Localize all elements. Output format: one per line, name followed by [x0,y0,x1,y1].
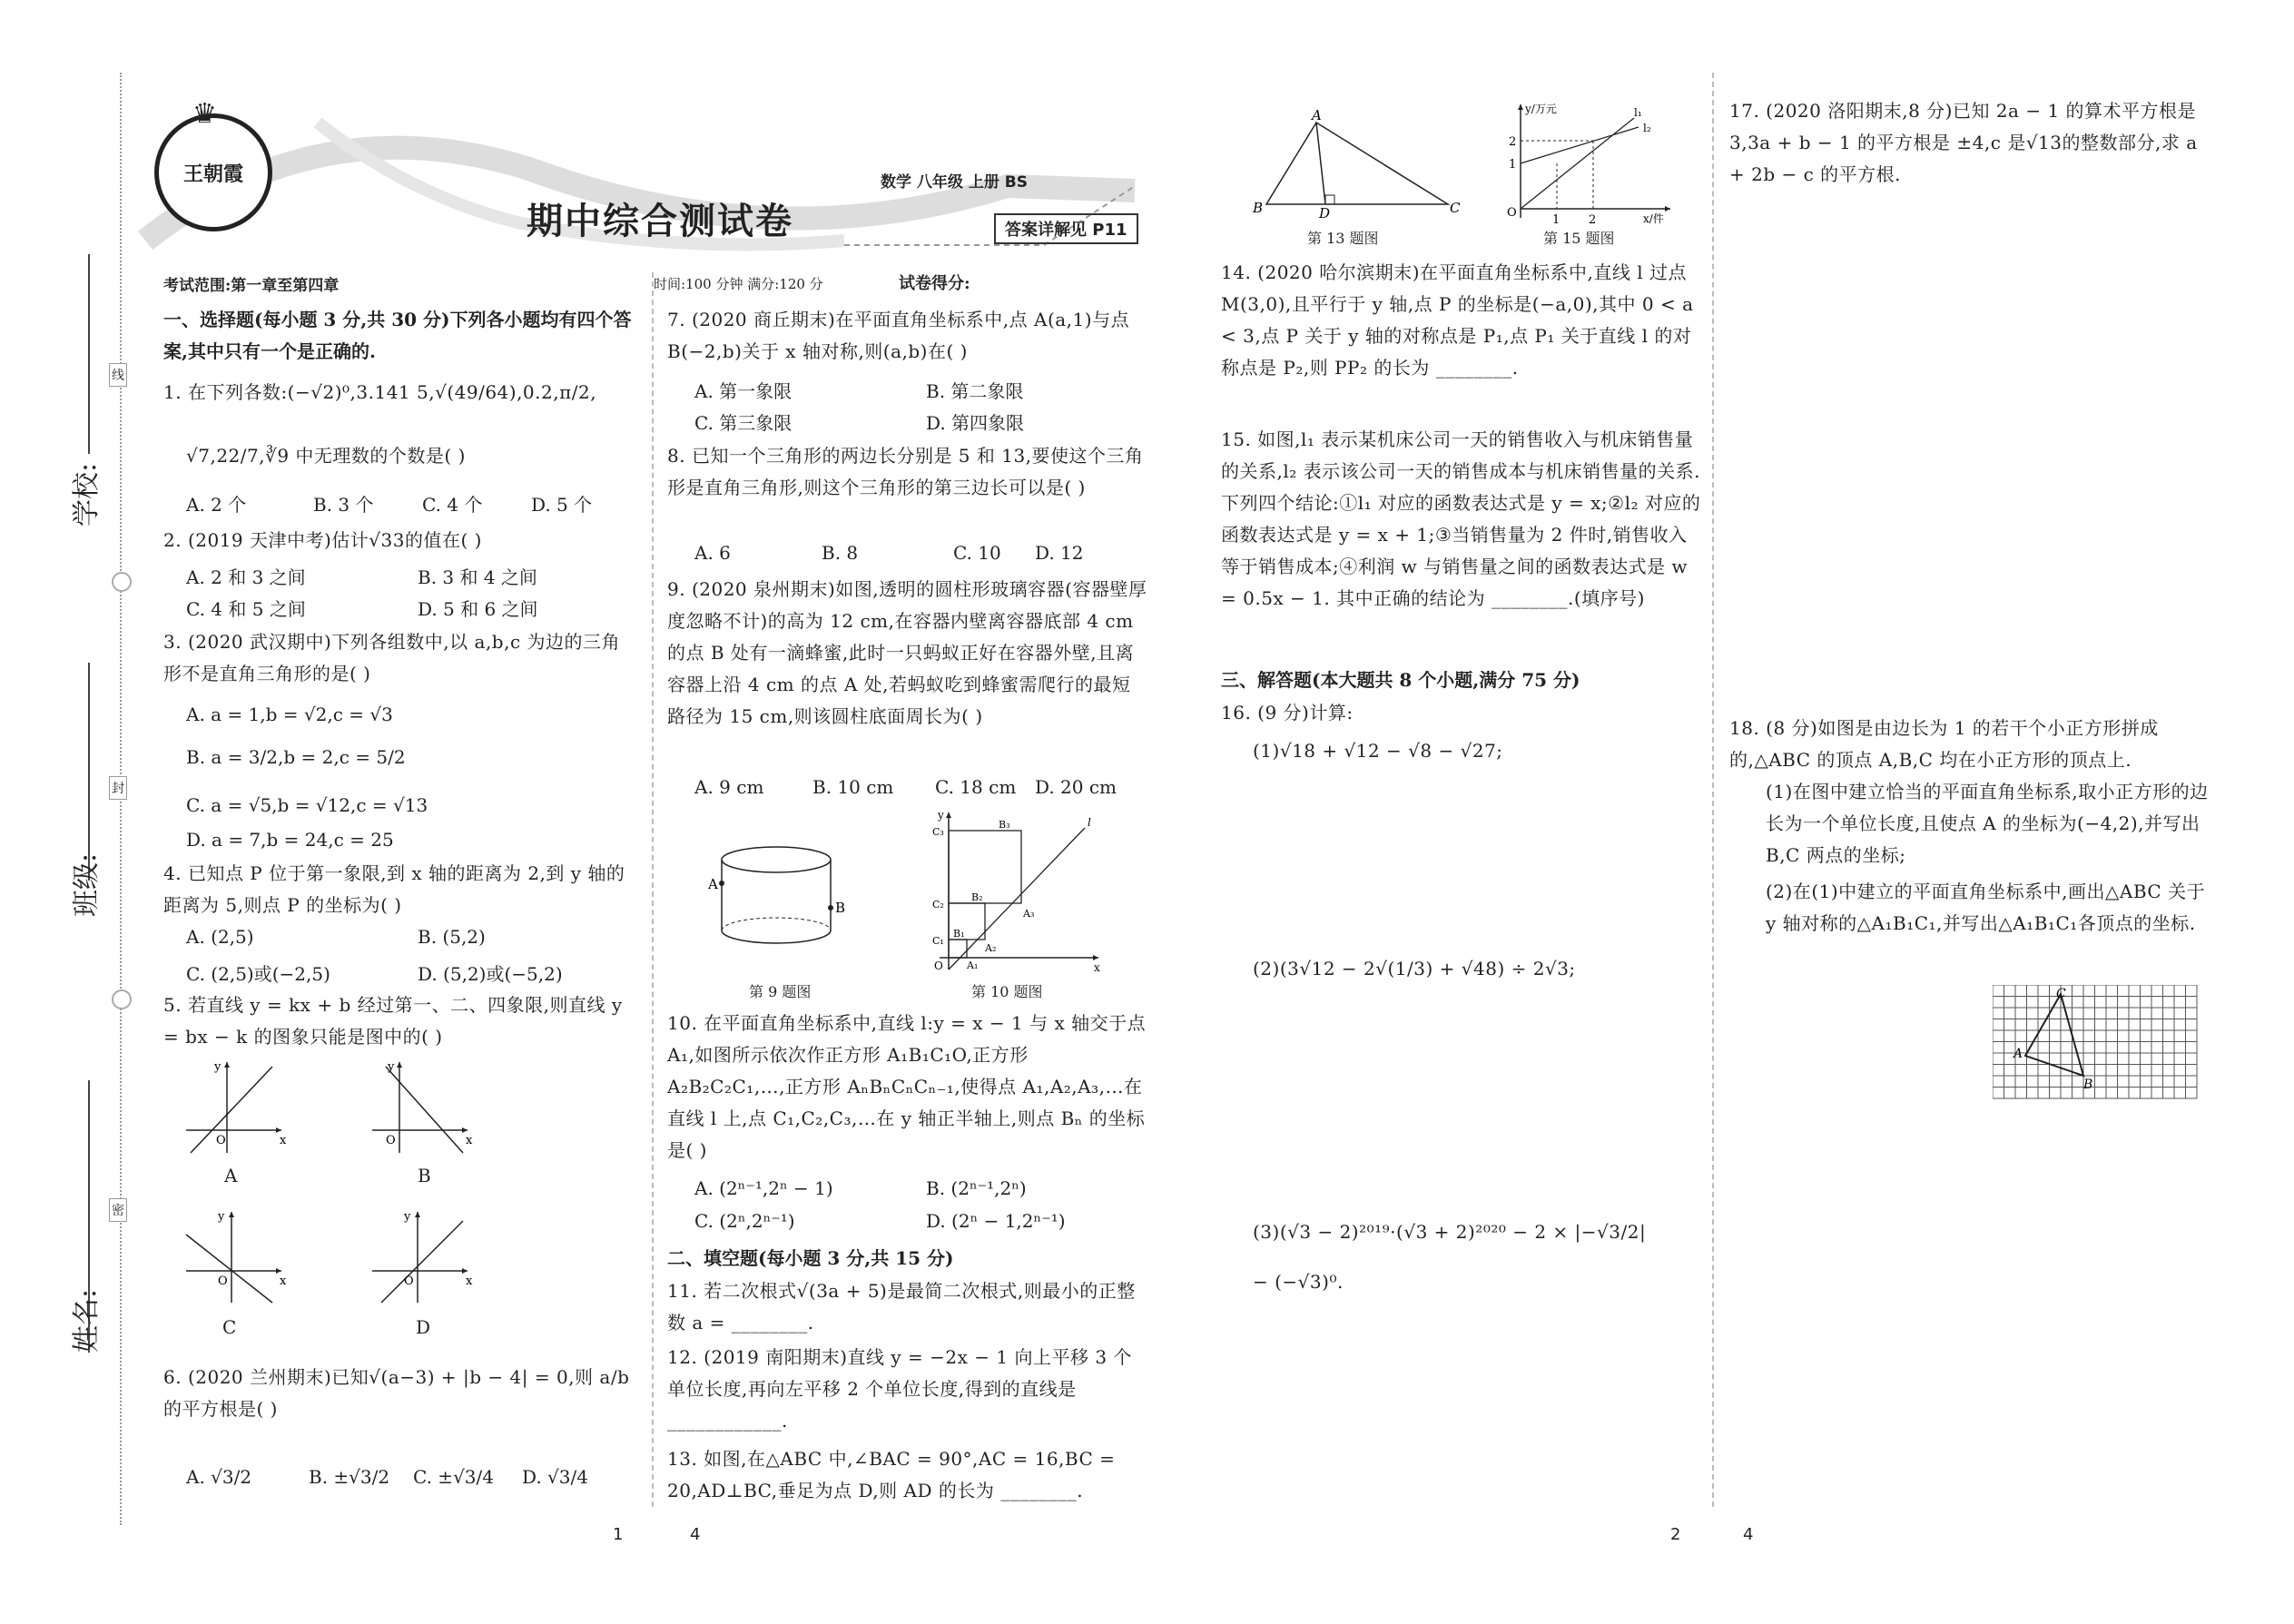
svg-text:y: y [214,1060,222,1074]
q3-opt-c: C. a = √5,b = √12,c = √13 [186,794,428,816]
q13: 13. 如图,在△ABC 中,∠BAC = 90°,AC = 16,BC = 20,AD⊥BC,垂足为点 D,则 AD 的长为 ________. [667,1448,1116,1501]
q9-opt-b: B. 10 cm [812,776,894,798]
q16-part3: (3)(√3 − 2)²⁰¹⁹·(√3 + 2)²⁰²⁰ − 2 × |−√3/2| [1253,1221,1647,1243]
q6-opt-b: B. ±√3/2 [309,1466,390,1488]
seal-circle-2 [112,989,132,1009]
svg-text:x: x [466,1275,473,1288]
svg-text:C₃: C₃ [932,826,944,838]
svg-text:l: l [1088,816,1091,829]
q8-opt-d: D. 12 [1035,542,1084,564]
q5-label-a: A [224,1165,238,1186]
svg-text:A₂: A₂ [985,942,997,954]
svg-text:A: A [1312,109,1322,123]
svg-text:x: x [466,1134,473,1147]
svg-text:B₂: B₂ [971,891,983,903]
q4: 4. 已知点 P 位于第一象限,到 x 轴的距离为 2,到 y 轴的距离为 5,则点 P 的坐标为( ) [163,862,625,916]
q1-cont: √7,22/7,∛9 中无理数的个数是( ) [186,445,466,467]
q3-opt-d: D. a = 7,b = 24,c = 25 [186,829,394,851]
q7-opt-a: A. 第一象限 [694,380,793,402]
q3: 3. (2020 武汉期中)下列各组数中,以 a,b,c 为边的三角形不是直角三角形的是( ) [163,631,621,684]
fig9-caption: 第 9 题图 [749,983,812,1000]
q7-opt-c: C. 第三象限 [694,412,793,434]
svg-text:A: A [2013,1047,2023,1061]
svg-text:1: 1 [1509,158,1517,172]
page-num-right-2: 4 [1743,1525,1754,1544]
column-divider-1 [652,272,654,1507]
svg-text:B: B [835,900,846,916]
svg-text:y: y [388,1060,395,1074]
q2-opt-a: A. 2 和 3 之间 [186,566,306,588]
class-label: 班级: [71,852,103,917]
q18-grid [1993,985,2210,1112]
q3-opt-a: A. a = 1,b = √2,c = √3 [186,704,393,725]
seal-char-2: 封 [109,776,127,800]
q10-opt-c: C. (2ⁿ,2ⁿ⁻¹) [694,1210,795,1232]
svg-text:B: B [1253,200,1264,216]
svg-text:O: O [404,1275,414,1288]
fig15-graph [1498,100,1679,227]
q4-opt-b: B. (5,2) [418,926,486,948]
q18-part2: (2)在(1)中建立的平面直角坐标系中,画出△ABC 关于 y 轴对称的△A₁B₁C₁,并写出△A₁B₁C₁各顶点的坐标. [1766,881,2206,934]
svg-text:l₁: l₁ [1634,106,1642,119]
time-info: 时间:100 分钟 满分:120 分 [654,276,823,292]
q10-opt-a: A. (2ⁿ⁻¹,2ⁿ − 1) [694,1177,833,1199]
svg-text:B: B [2083,1078,2093,1092]
q16-part3-cont: − (−√3)⁰. [1253,1271,1344,1293]
q8: 8. 已知一个三角形的两边长分别是 5 和 13,要使这个三角形是直角三角形,则这个三角形的第三边长可以是( ) [667,445,1144,498]
q16-part1: (1)√18 + √12 − √8 − √27; [1253,740,1503,762]
bind-line-1 [88,254,90,454]
svg-text:A₃: A₃ [1023,908,1035,920]
q16-part2: (2)(3√12 − 2√(1/3) + √48) ÷ 2√3; [1253,958,1576,979]
q7-opt-d: D. 第四象限 [926,412,1025,434]
bind-line-2 [88,663,90,881]
svg-text:O: O [216,1134,226,1147]
svg-text:D: D [1319,205,1331,218]
page-num-right-1: 2 [1670,1525,1681,1544]
q1-opt-d: D. 5 个 [531,494,593,516]
section2-heading: 二、填空题(每小题 3 分,共 15 分) [667,1247,954,1269]
svg-text:x: x [1094,961,1100,971]
q4-opt-c: C. (2,5)或(−2,5) [186,963,330,985]
svg-text:y: y [938,809,944,822]
q8-opt-c: C. 10 [953,542,1001,564]
q10-opt-d: D. (2ⁿ − 1,2ⁿ⁻¹) [926,1210,1066,1232]
q8-opt-b: B. 8 [822,542,859,564]
q4-opt-a: A. (2,5) [186,926,254,948]
q17: 17. (2020 洛阳期末,8 分)已知 2a − 1 的算术平方根是 3,3a + b − 1 的平方根是 ±4,c 是√13的整数部分,求 a + 2b − c 的平方根. [1729,100,2198,185]
answer-ref: 答案详解见 P11 [994,213,1138,244]
page-title: 期中综合测试卷 [527,201,793,242]
q16: 16. (9 分)计算: [1221,702,1354,723]
svg-text:y: y [218,1210,225,1224]
q5-graph-a [182,1058,290,1157]
q10-opt-b: B. (2ⁿ⁻¹,2ⁿ) [926,1177,1027,1199]
page-num-left-2: 4 [690,1525,701,1544]
q1-opt-b: B. 3 个 [313,494,374,516]
q6-opt-c: C. ±√3/4 [413,1466,494,1488]
svg-text:O: O [934,960,943,971]
q8-opt-a: A. 6 [694,542,731,564]
q6-opt-d: D. √3/4 [522,1466,588,1488]
q6-opt-a: A. √3/2 [186,1466,252,1488]
svg-text:C₁: C₁ [932,935,944,947]
q5-label-c: C [222,1316,237,1338]
q1-opt-c: C. 4 个 [422,494,483,516]
svg-text:2: 2 [1509,135,1517,149]
q5-graph-d [368,1207,477,1307]
svg-text:C₂: C₂ [932,899,944,910]
svg-text:A: A [708,876,718,892]
svg-text:C: C [2056,987,2066,1001]
q3-opt-b: B. a = 3/2,b = 2,c = 5/2 [186,746,406,768]
q12: 12. (2019 南阳期末)直线 y = −2x − 1 向上平移 3 个单位长度,再向左平移 2 个单位长度,得到的直线是 ____________. [667,1346,1132,1432]
q14: 14. (2020 哈尔滨期末)在平面直角坐标系中,直线 l 过点 M(3,0),且平行于 y 轴,点 P 的坐标是(−a,0),其中 0 < a < 3,点 P 关于 y 轴的对称点是 P₁,点 P₁ 关于直线 l 的对称点是 P₂,则 PP₂ 的长为 ________. [1221,261,1694,379]
seal-circle-1 [112,572,132,592]
seal-char-1: 线 [109,363,127,387]
fig10-caption: 第 10 题图 [971,983,1043,1000]
school-label: 学校: [71,462,103,527]
svg-text:B₃: B₃ [999,819,1010,831]
svg-text:y: y [404,1210,411,1224]
q6: 6. (2020 兰州期末)已知√(a−3) + |b − 4| = 0,则 a/b 的平方根是( ) [163,1366,630,1420]
q2: 2. (2019 天津中考)估计√33的值在( ) [163,529,482,551]
score-label: 试卷得分: [899,274,970,293]
q7: 7. (2020 商丘期末)在平面直角坐标系中,点 A(a,1)与点 B(−2,b)关于 x 轴对称,则(a,b)在( ) [667,309,1130,362]
q7-opt-b: B. 第二象限 [926,380,1024,402]
svg-text:A₁: A₁ [967,960,979,971]
exam-scope: 考试范围:第一章至第四章 [163,277,340,295]
page-num-left-1: 1 [613,1525,624,1544]
svg-text:x/件: x/件 [1643,212,1664,225]
q1-opt-a: A. 2 个 [186,494,247,516]
q11: 11. 若二次根式√(3a + 5)是最简二次根式,则最小的正整数 a = ________. [667,1280,1136,1334]
q9-opt-d: D. 20 cm [1035,776,1117,798]
logo-badge [154,113,272,231]
column-divider-2 [1712,73,1714,1507]
logo-text: 王朝霞 [182,162,243,186]
logo-crown-icon: ♛ [192,98,217,130]
name-label: 姓名: [71,1288,103,1353]
fig15-caption: 第 15 题图 [1543,230,1615,247]
q5-graph-b [368,1058,477,1157]
svg-text:y/万元: y/万元 [1525,103,1557,115]
svg-text:2: 2 [1589,213,1597,227]
section3-heading: 三、解答题(本大题共 8 个小题,满分 75 分) [1221,669,1580,691]
q2-opt-d: D. 5 和 6 之间 [418,598,538,620]
fig9-cylinder [708,840,853,967]
svg-text:l₂: l₂ [1643,122,1651,134]
svg-text:x: x [280,1275,287,1288]
subject-line: 数学 八年级 上册 BS [881,173,1028,192]
svg-text:x: x [280,1134,287,1147]
q18-part1: (1)在图中建立恰当的平面直角坐标系,取小正方形的边长为一个单位长度,且使点 A 的坐标为(−4,2),并写出 B,C 两点的坐标; [1766,781,2209,866]
fig13-caption: 第 13 题图 [1307,230,1379,247]
q2-opt-c: C. 4 和 5 之间 [186,598,306,620]
svg-text:C: C [1450,200,1461,216]
q2-opt-b: B. 3 和 4 之间 [418,566,537,588]
q5-graph-c [182,1207,290,1307]
q9-opt-c: C. 18 cm [935,776,1017,798]
q5-label-b: B [418,1165,431,1186]
q4-opt-d: D. (5,2)或(−5,2) [418,963,563,985]
seal-char-3: 密 [109,1198,127,1222]
q15: 15. 如图,l₁ 表示某机床公司一天的销售收入与机床销售量的关系,l₂ 表示该公司一天的销售成本与机床销售量的关系. 下列四个结论:①l₁ 对应的函数表达式是 y = x;②l₂ 对应的函数表达式是 y = x + 1;③当销售量为 2 件时,销售收入等于销售成本;④利润 w 与销售量之间的函数表达式是 w = 0.5x − 1. 其中正确的结论为 ________.(填序号) [1221,428,1701,609]
q5: 5. 若直线 y = kx + b 经过第一、二、四象限,则直线 y = bx − k 的图象只能是图中的( ) [163,994,623,1048]
section1-heading: 一、选择题(每小题 3 分,共 30 分)下列各小题均有四个答案,其中只有一个是正确的. [163,309,632,362]
q10: 10. 在平面直角坐标系中,直线 l:y = x − 1 与 x 轴交于点 A₁,如图所示依次作正方形 A₁B₁C₁O,正方形 A₂B₂C₂C₁,…,正方形 AₙBₙCₙCₙ₋₁,使得点 A₁,A₂,A₃,…在直线 l 上,点 C₁,C₂,C₃,…在 y 轴正半轴上,则点 Bₙ 的坐标是( ) [667,1012,1147,1161]
svg-text:B₁: B₁ [953,928,965,940]
svg-text:1: 1 [1552,213,1561,227]
fig10-squares [921,808,1103,971]
fig13-triangle [1248,109,1466,218]
q9: 9. (2020 泉州期末)如图,透明的圆柱形玻璃容器(容器壁厚度忽略不计)的高为 12 cm,在容器内壁离容器底部 4 cm 的点 B 处有一滴蜂蜜,此时一只蚂蚁正好在容器外壁,且离容器上沿 4 cm 的点 A 处,若蚂蚁吃到蜂蜜需爬行的最短路径为 15 cm,则该圆柱底面周长为( ) [667,578,1147,727]
svg-text:O: O [386,1134,396,1147]
q5-label-d: D [416,1316,431,1338]
svg-text:O: O [1507,206,1517,220]
q1: 1. 在下列各数:(−√2)⁰,3.141 5,√(49/64),0.2,π/2, [163,381,597,403]
q9-opt-a: A. 9 cm [694,776,764,798]
q18: 18. (8 分)如图是由边长为 1 的若干个小正方形拼成的,△ABC 的顶点 A,B,C 均在小正方形的顶点上. [1729,717,2159,771]
svg-text:O: O [218,1275,228,1288]
